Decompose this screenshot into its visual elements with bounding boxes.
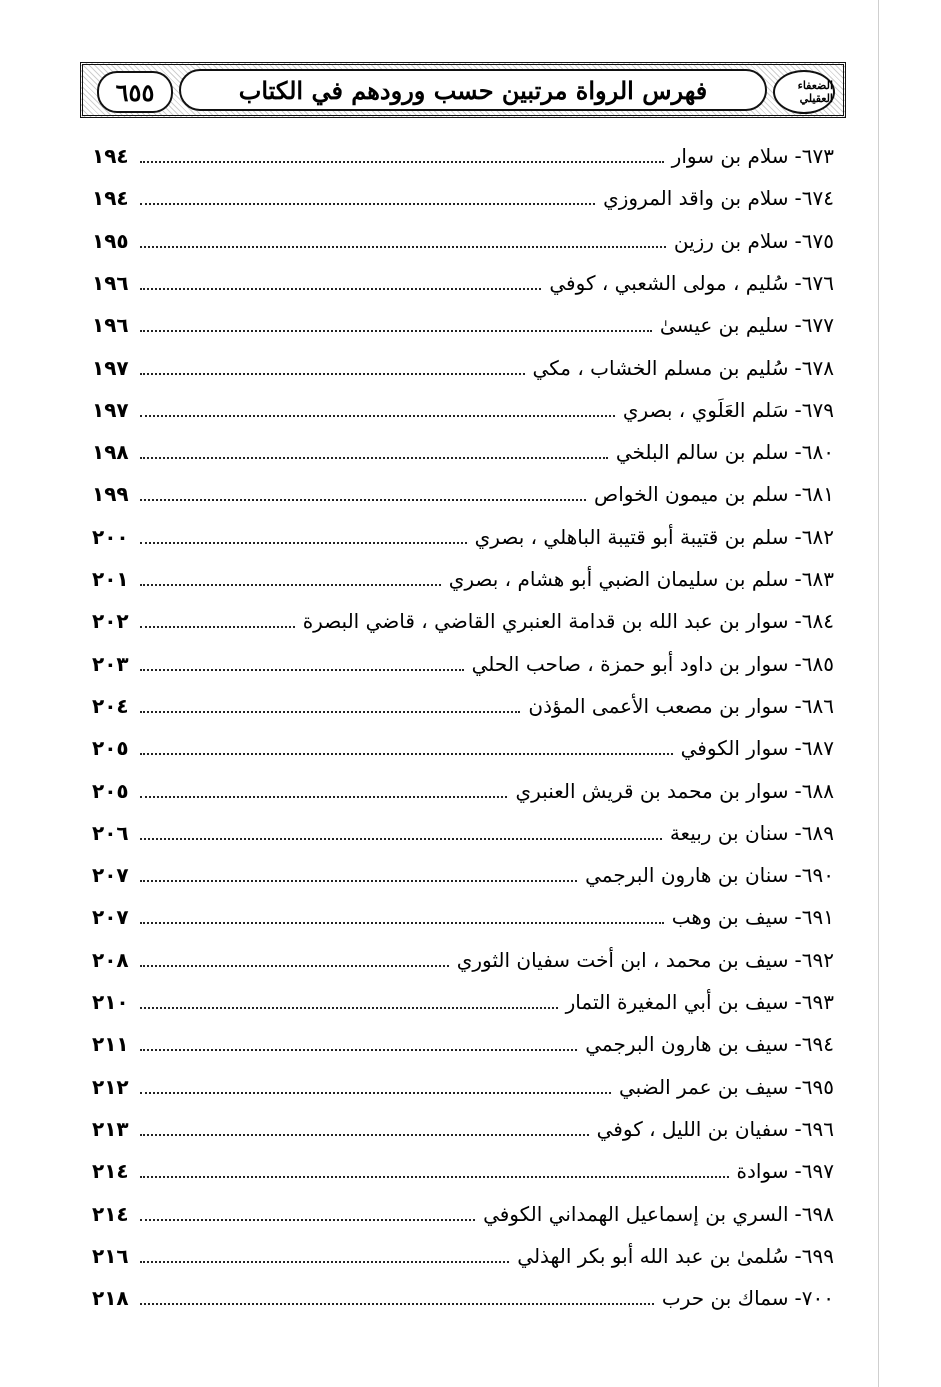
entry-page-ref: ١٩٤ (92, 186, 129, 211)
dot-leader (140, 711, 520, 713)
entry-page-ref: ١٩٤ (92, 144, 129, 168)
entry-dash: - (794, 736, 802, 761)
entry-number: ٦٨٧ (801, 736, 834, 761)
index-entry (92, 684, 834, 720)
entry-dash: - (794, 355, 802, 380)
index-entry (92, 811, 834, 847)
dot-leader (140, 415, 615, 417)
entry-dash: - (794, 1116, 802, 1141)
entry-dash: - (794, 270, 802, 295)
entry-number: ٦٧٣ (801, 144, 834, 168)
entry-dash: - (794, 1074, 802, 1099)
entry-page-ref: ٢٠٨ (92, 947, 129, 972)
entry-page-ref: ١٩٩ (92, 482, 129, 507)
entry-dash: - (794, 863, 802, 888)
entry-number: ٧٠٠ (801, 1286, 834, 1311)
entry-page-ref: ١٩٧ (92, 397, 129, 422)
entry-dash: - (794, 482, 802, 507)
entry-number: ٦٧٦ (801, 270, 834, 295)
entry-number: ٦٩٨ (801, 1201, 834, 1226)
narrator-name: سيف بن أبي المغيرة التمار (565, 990, 789, 1014)
entry-page-ref: ١٩٦ (92, 270, 129, 295)
entry-number: ٦٧٨ (801, 355, 834, 380)
entry-dash: - (794, 693, 802, 718)
dot-leader (140, 1219, 475, 1221)
entry-page-ref: ٢١٨ (92, 1286, 129, 1311)
entry-page-ref: ١٩٧ (92, 355, 129, 380)
narrator-name: سنان بن هارون البرجمي (585, 863, 789, 888)
narrator-name: سَلم العَلَوي ، بصري (622, 397, 789, 422)
dot-leader (140, 203, 595, 205)
narrator-name: سفيان بن الليل ، كوفي (596, 1116, 789, 1141)
index-entry (92, 346, 834, 382)
dot-leader (140, 796, 507, 798)
dot-leader (140, 1176, 729, 1178)
narrator-name: سوار بن مصعب الأعمى المؤذن (528, 693, 789, 718)
dot-leader (140, 246, 666, 248)
dot-leader (140, 499, 586, 501)
dot-leader (140, 1049, 577, 1051)
index-entry (92, 303, 834, 339)
narrator-name: سوادة (736, 1159, 789, 1184)
entry-number: ٦٨٨ (801, 778, 834, 803)
entry-number: ٦٩٢ (801, 947, 834, 972)
dot-leader (140, 1092, 611, 1094)
entry-dash: - (794, 1243, 802, 1268)
entry-page-ref: ٢٠٢ (92, 609, 129, 634)
narrator-name: سيف بن وهب (671, 905, 789, 930)
entry-number: ٦٨٩ (801, 820, 834, 845)
entry-dash: - (794, 397, 802, 422)
entry-dash: - (794, 1286, 802, 1311)
entry-dash: - (794, 1159, 802, 1184)
index-entry (92, 219, 834, 255)
entry-number: ٦٩٧ (801, 1159, 834, 1184)
entry-page-ref: ٢١٣ (92, 1116, 129, 1141)
page-title: فهرس الرواة مرتبين حسب ورودهم في الكتاب (238, 75, 708, 105)
index-entry (92, 557, 834, 593)
entry-dash: - (794, 990, 802, 1014)
entry-dash: - (794, 947, 802, 972)
dot-leader (140, 965, 449, 967)
index-entry (92, 515, 834, 551)
index-entry (92, 980, 834, 1016)
book-emblem: الضعفاء العقيلي (773, 70, 835, 114)
entry-number: ٦٨٥ (801, 651, 834, 676)
entry-page-ref: ٢٠٤ (92, 693, 129, 718)
entry-number: ٦٨٣ (801, 567, 834, 591)
page-number: ٦٥٥ (97, 71, 173, 113)
entry-page-ref: ٢١٤ (92, 1159, 129, 1184)
entry-page-ref: ٢١٠ (92, 990, 129, 1014)
entry-number: ٦٨٦ (801, 693, 834, 718)
narrator-name: سوار الكوفي (680, 736, 789, 761)
narrator-name: سيف بن محمد ، ابن أخت سفيان الثوري (456, 947, 789, 972)
dot-leader (140, 542, 467, 544)
narrator-name: سوار بن داود أبو حمزة ، صاحب الحلي (471, 651, 789, 676)
entry-number: ٦٩٤ (801, 1032, 834, 1057)
index-entry (92, 261, 834, 297)
entry-dash: - (794, 144, 802, 168)
narrator-name: سيف بن عمر الضبي (618, 1074, 789, 1099)
entry-dash: - (794, 567, 802, 591)
entry-page-ref: ٢٠٦ (92, 820, 129, 845)
entry-page-ref: ٢٠٧ (92, 905, 129, 930)
entry-dash: - (794, 651, 802, 676)
entry-dash: - (794, 440, 802, 465)
entry-dash: - (794, 524, 802, 549)
entry-page-ref: ٢٠٧ (92, 863, 129, 888)
narrator-name: سماك بن حرب (661, 1286, 789, 1311)
index-entry (92, 1192, 834, 1228)
entry-dash: - (794, 778, 802, 803)
entry-dash: - (794, 186, 802, 211)
index-entry (92, 1149, 834, 1185)
entry-page-ref: ١٩٨ (92, 440, 129, 465)
narrator-name: سلام بن رزين (673, 228, 789, 253)
index-entry (92, 726, 834, 762)
dot-leader (140, 1007, 558, 1009)
dot-leader (140, 584, 441, 586)
entry-number: ٦٨٤ (801, 609, 834, 634)
entry-number: ٦٧٥ (801, 228, 834, 253)
entry-number: ٦٧٧ (801, 313, 834, 338)
narrator-name: سلم بن سليمان الضبي أبو هشام ، بصري (448, 567, 789, 591)
narrator-name: سلم بن سالم البلخي (615, 440, 789, 465)
dot-leader (140, 922, 664, 924)
entry-page-ref: ٢٠٥ (92, 736, 129, 761)
narrator-name: سلم بن ميمون الخواص (594, 482, 789, 507)
narrator-name: سوار بن محمد بن قريش العنبري (515, 778, 789, 803)
narrator-name: سلام بن واقد المروزي (603, 186, 789, 211)
narrator-name: سوار بن عبد الله بن قدامة العنبري القاضي ، قاضي البصرة (302, 609, 789, 634)
narrator-name: سُليم بن مسلم الخشاب ، مكي (532, 355, 789, 380)
entry-dash: - (794, 905, 802, 930)
index-entry (92, 642, 834, 678)
entry-number: ٦٨٢ (801, 524, 834, 549)
dot-leader (140, 457, 608, 459)
index-entry (92, 1276, 834, 1312)
entry-number: ٦٩٥ (801, 1074, 834, 1099)
narrator-name: سُلمىٰ بن عبد الله أبو بكر الهذلي (517, 1243, 789, 1268)
index-entry (92, 134, 834, 170)
dot-leader (140, 626, 295, 628)
entry-number: ٦٩٠ (801, 863, 834, 888)
dot-leader (140, 1303, 654, 1305)
entry-number: ٦٧٤ (801, 186, 834, 211)
entry-dash: - (794, 1201, 802, 1226)
dot-leader (140, 330, 652, 332)
entry-dash: - (794, 609, 802, 634)
dot-leader (140, 373, 525, 375)
entry-number: ٦٩٣ (801, 990, 834, 1014)
narrator-name: سلام بن سوار (671, 144, 789, 168)
entry-number: ٦٩٩ (801, 1243, 834, 1268)
dot-leader (140, 161, 664, 163)
entry-page-ref: ٢١٦ (92, 1243, 129, 1268)
narrator-name: سليم بن عيسىٰ (659, 313, 789, 338)
index-entry (92, 938, 834, 974)
dot-leader (140, 669, 464, 671)
entry-page-ref: ٢١٤ (92, 1201, 129, 1226)
dot-leader (140, 1261, 509, 1263)
entry-number: ٦٨١ (801, 482, 834, 507)
entry-dash: - (794, 228, 802, 253)
index-entry (92, 769, 834, 805)
entry-number: ٦٧٩ (801, 397, 834, 422)
index-entry (92, 599, 834, 635)
entry-page-ref: ٢٠١ (92, 567, 129, 591)
dot-leader (140, 880, 577, 882)
narrator-name: سُليم ، مولى الشعبي ، كوفي (549, 270, 789, 295)
index-entry (92, 176, 834, 212)
index-entry (92, 1234, 834, 1270)
entry-number: ٦٨٠ (801, 440, 834, 465)
entry-page-ref: ١٩٥ (92, 228, 129, 253)
index-entry (92, 430, 834, 466)
index-entry (92, 1022, 834, 1058)
entry-number: ٦٩٦ (801, 1116, 834, 1141)
narrator-name: سلم بن قتيبة أبو قتيبة الباهلي ، بصري (474, 524, 789, 549)
entry-page-ref: ٢٠٣ (92, 651, 129, 676)
index-entry (92, 1107, 834, 1143)
entry-dash: - (794, 313, 802, 338)
entry-page-ref: ٢١١ (92, 1032, 129, 1057)
dot-leader (140, 288, 541, 290)
index-entry (92, 895, 834, 931)
dot-leader (140, 838, 662, 840)
narrator-name: السري بن إسماعيل الهمداني الكوفي (483, 1201, 789, 1226)
narrator-name: سنان بن ربيعة (669, 820, 789, 845)
index-entry (92, 853, 834, 889)
entry-page-ref: ١٩٦ (92, 313, 129, 338)
dot-leader (140, 1134, 589, 1136)
narrator-name: سيف بن هارون البرجمي (585, 1032, 789, 1057)
index-entry (92, 472, 834, 508)
entry-dash: - (794, 1032, 802, 1057)
dot-leader (140, 753, 673, 755)
entry-page-ref: ٢٠٥ (92, 778, 129, 803)
entry-page-ref: ٢٠٠ (92, 524, 129, 549)
entry-number: ٦٩١ (801, 905, 834, 930)
entry-dash: - (794, 820, 802, 845)
index-entry (92, 388, 834, 424)
index-entry (92, 1065, 834, 1101)
entry-page-ref: ٢١٢ (92, 1074, 129, 1099)
